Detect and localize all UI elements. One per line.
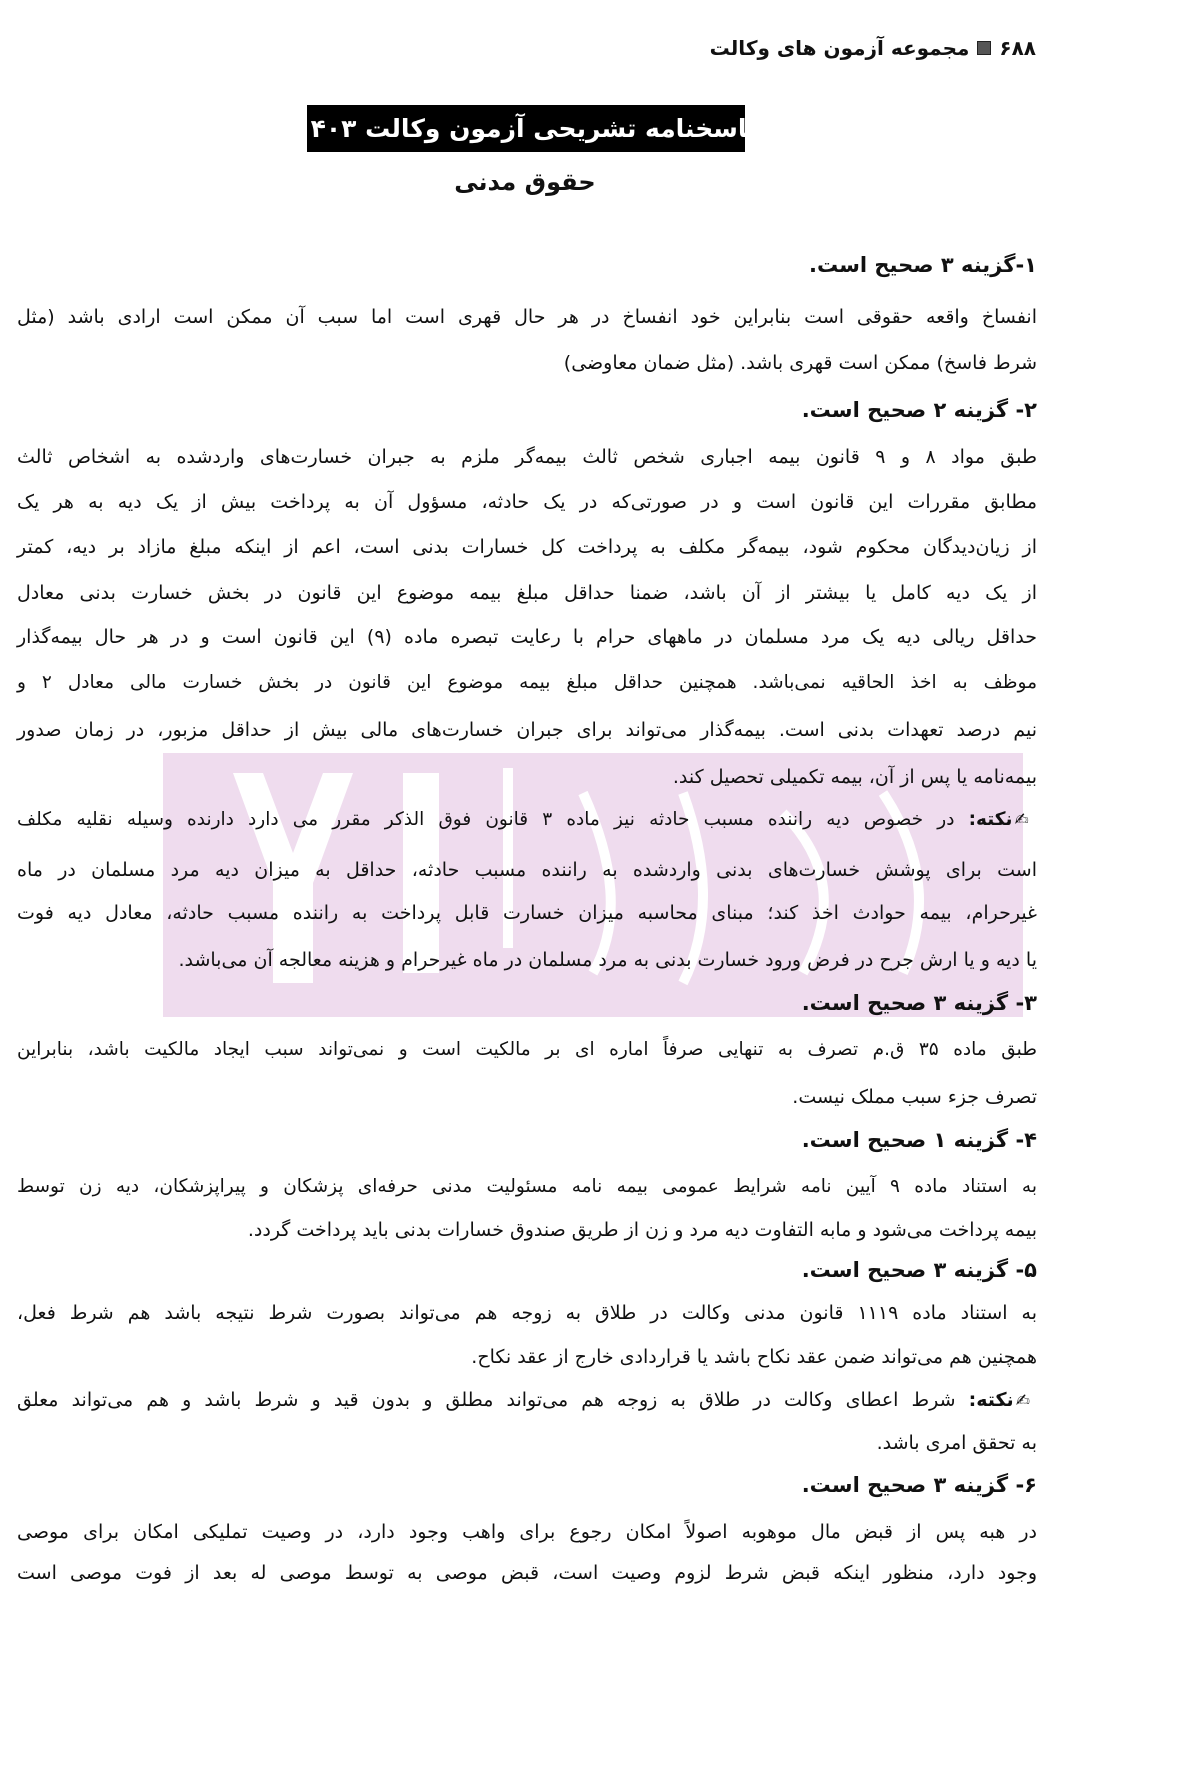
section-subtitle: حقوق مدنی <box>454 168 596 196</box>
note-label: نکته: <box>968 1389 1014 1411</box>
body-text-line: انفساخ واقعه حقوقی است بنابراین خود انفساخ در هر حال قهری است اما سبب آن ممکن است ارادی باشد (مثل <box>17 306 1037 328</box>
note-text: در خصوص دیه راننده مسبب حادثه نیز ماده ۳ قانون فوق الذکر مقرر می دارد دارنده وسیله نقلیه مکلف <box>17 809 969 830</box>
body-text-line: از زیان‌دیدگان محکوم شود، بیمه‌گر مکلف به پرداخت کل خسارات بدنی است، اعم از اینکه مبلغ مازاد بر دیه، کمتر <box>17 536 1037 558</box>
body-text-line: حداقل ریالی دیه یک مرد مسلمان در ماههای حرام با رعایت تبصره ماده (۹) این قانون است و در هر حال بیمه‌گذار <box>17 626 1037 648</box>
square-bullet-icon <box>977 41 991 55</box>
body-text-line: غیرحرام، بیمه حوادث اخذ کند؛ مبنای محاسبه میزان خسارت قابل پرداخت به راننده مسبب حادثه، معادل دیه فوت <box>17 902 1037 924</box>
body-text-line: مطابق مقررات این قانون است و در صورتی‌که در یک حادثه، مسؤول آن به پرداخت بیش از یک دیه به هر یک <box>17 491 1037 513</box>
body-text-line: است برای پوشش خسارت‌های بدنی واردشده به راننده مسبب حادثه، حداقل به میزان دیه مرد مسلمان در ماه <box>17 859 1037 881</box>
note-text: شرط اعطای وکالت در طلاق به زوجه هم می‌تواند مطلق و بدون قید و شرط باشد و هم می‌تواند معلق <box>17 1389 969 1411</box>
body-text-line: یا دیه و یا ارش جرح در فرض ورود خسارت بدنی به مرد مسلمان در ماه غیرحرام و هزینه معالجه آن می‌باشد. <box>178 949 1037 971</box>
body-text-line: شرط فاسخ) ممکن است قهری باشد. (مثل ضمان معاوضی) <box>563 352 1037 374</box>
body-text-line: وجود دارد، منظور اینکه قبض شرط لزوم وصیت است، قبض موصی به توسط موصی له بعد از فوت موصی است <box>17 1562 1037 1584</box>
answer-heading: ۲- گزینه ۲ صحیح است. <box>801 398 1037 422</box>
body-text-line: به استناد ماده ۱۱۱۹ قانون مدنی وکالت در طلاق به زوجه هم می‌تواند بصورت شرط نتیجه باشد هم شرط فعل، <box>17 1302 1037 1324</box>
writing-hand-icon: ✍ <box>1015 1391 1037 1411</box>
body-text-line: از یک دیه کامل یا بیشتر از آن باشد، ضمنا حداقل مبلغ بیمه موضوع این قانون در بخش خسارت بدنی معادل <box>17 582 1037 604</box>
note-label: نکته: <box>968 809 1013 830</box>
answer-heading: ۵- گزینه ۳ صحیح است. <box>801 1258 1037 1282</box>
running-header <box>710 36 1036 60</box>
body-text-line: طبق مواد ۸ و ۹ قانون بیمه اجباری شخص ثالث بیمه‌گر ملزم به جبران خسارت‌های واردشده به اشخاص ثالث <box>17 446 1037 468</box>
body-text-line: همچنین هم می‌تواند ضمن عقد نکاح باشد یا قراردادی خارج از عقد نکاح. <box>471 1346 1037 1368</box>
body-text-line: تصرف جزء سبب مملک نیست. <box>792 1086 1037 1108</box>
body-text-line: بیمه‌نامه یا پس از آن، بیمه تکمیلی تحصیل کند. <box>672 766 1037 788</box>
book-title: مجموعه آزمون های وکالت <box>709 36 970 60</box>
note-line <box>17 1380 1037 1420</box>
writing-hand-icon: ✍ <box>1014 810 1037 830</box>
answer-heading: ۶- گزینه ۳ صحیح است. <box>801 1473 1037 1497</box>
answer-heading: ۴- گزینه ۱ صحیح است. <box>801 1128 1037 1152</box>
body-text-line: بیمه پرداخت می‌شود و مابه التفاوت دیه مرد و زن از طریق صندوق خسارات بدنی باید پرداخت گردد. <box>247 1219 1037 1241</box>
body-text-line: موظف به اخذ الحاقیه نمی‌باشد. همچنین حداقل مبلغ بیمه موضوع این قانون در بخش خسارت مالی معادل ۲ و <box>17 672 1037 693</box>
answer-heading: ۱-گزینه ۳ صحیح است. <box>809 253 1037 277</box>
body-text-line: در هبه پس از قبض مال موهوبه اصولاً امکان رجوع برای واهب وجود دارد، در وصیت تملیکی امکان برای موصی <box>17 1521 1037 1543</box>
body-text-line: به تحقق امری باشد. <box>876 1432 1037 1454</box>
page-number: ۶۸۸ <box>999 36 1036 60</box>
body-text-line: طبق ماده ۳۵ ق.م تصرف به تنهایی صرفاً اماره ای بر مالکیت است و نمی‌تواند سبب ایجاد مالکیت باشد، بنابراین <box>17 1039 1037 1060</box>
page-title: پاسخنامه تشریحی آزمون وکالت ۱۴۰۳ <box>307 105 745 152</box>
body-text-line: نیم درصد تعهدات بدنی است. بیمه‌گذار می‌تواند برای جبران خسارت‌های مالی بیش از حداقل مزبور، در زمان صدور <box>17 719 1037 741</box>
body-text-line: به استناد ماده ۹ آیین نامه شرایط عمومی بیمه نامه مسئولیت مدنی حرفه‌ای پزشکان و پیراپزشکان، دیه زن توسط <box>17 1176 1037 1197</box>
note-line <box>17 800 1037 840</box>
answer-heading: ۳- گزینه ۳ صحیح است. <box>801 991 1037 1015</box>
